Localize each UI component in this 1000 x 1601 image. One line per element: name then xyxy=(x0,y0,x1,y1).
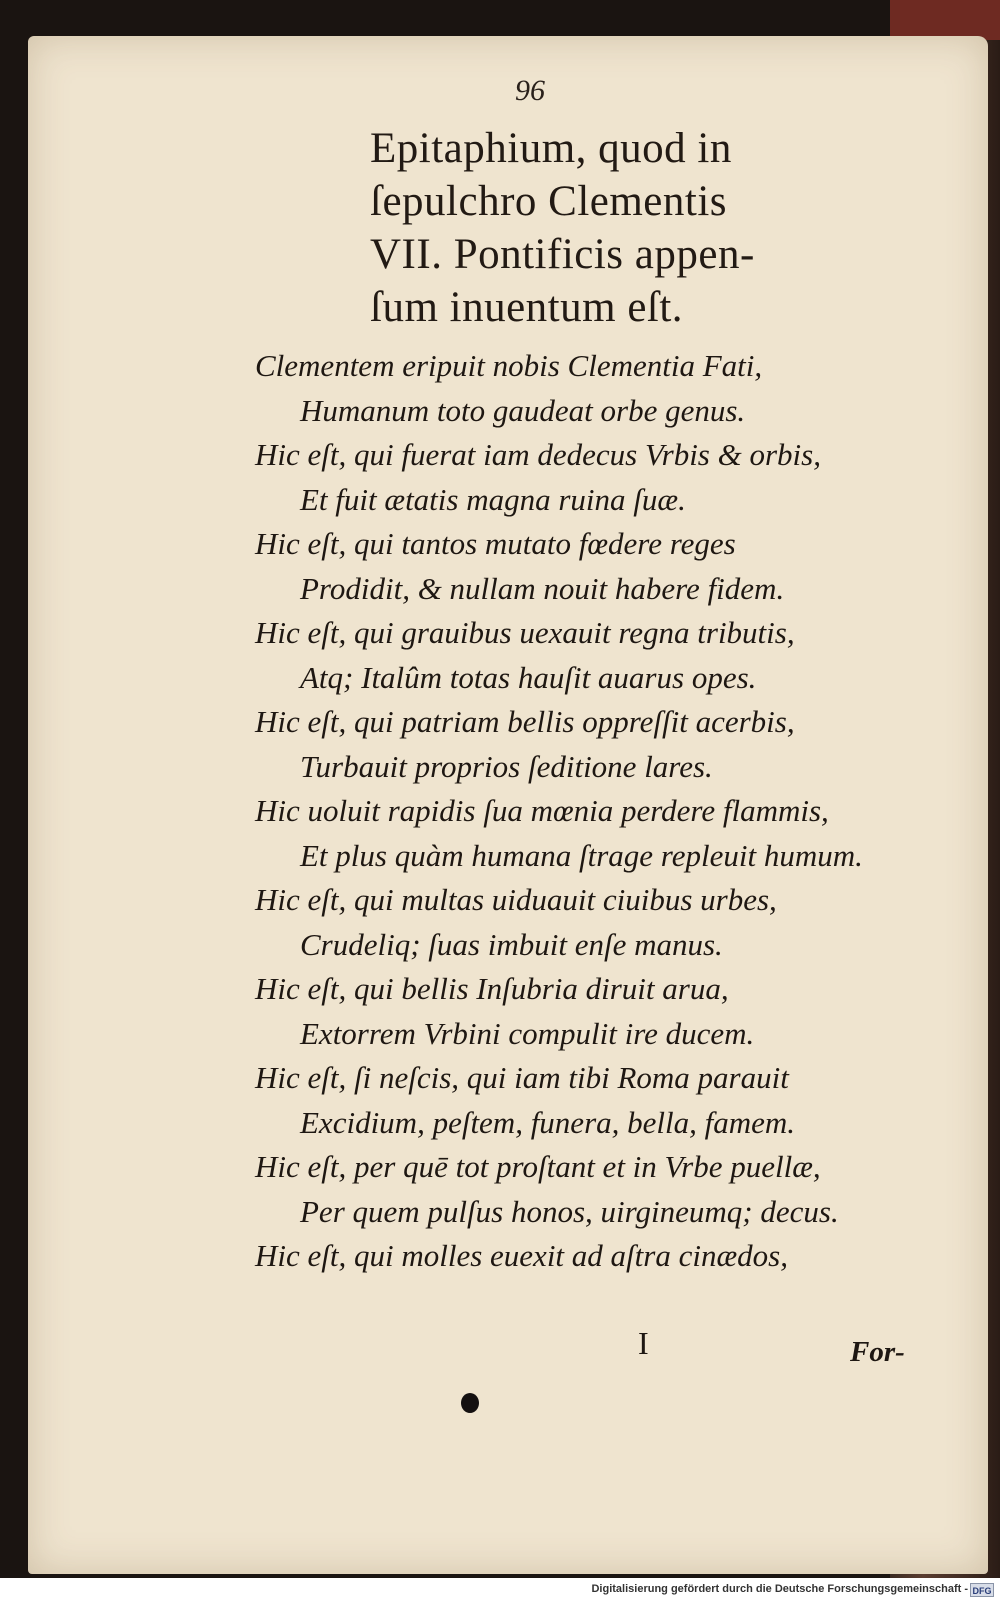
poem-line: Hic eſt, ſi neſcis, qui iam tibi Roma parauit xyxy=(255,1060,789,1095)
footer-bar xyxy=(0,1580,1000,1601)
poem-line: Excidium, peſtem, funera, bella, famem. xyxy=(300,1104,796,1140)
poem-line: Extorrem Vrbini compulit ire ducem. xyxy=(300,1015,755,1051)
signature-mark: I xyxy=(638,1325,649,1361)
poem-line: Hic eſt, qui grauibus uexauit regna tributis, xyxy=(255,615,795,650)
title-line: VII. Pontificis appen- xyxy=(370,231,755,278)
poem-line: Turbauit proprios ſeditione lares. xyxy=(300,748,713,784)
poem-line: Hic eſt, per quē tot proſtant et in Vrbe puellæ, xyxy=(255,1149,821,1184)
poem-line: Hic eſt, qui fuerat iam dedecus Vrbis & orbis, xyxy=(255,437,821,472)
poem-line: Prodidit, & nullam nouit habere fidem. xyxy=(300,570,785,606)
book-binding xyxy=(890,0,1000,40)
poem-line: Crudeliq; ſuas imbuit enſe manus. xyxy=(300,926,723,962)
digitization-credit: Digitalisierung gefördert durch die Deutsche Forschungsgemeinschaft - xyxy=(591,1583,968,1595)
poem-line: Et fuit ætatis magna ruina ſuæ. xyxy=(300,481,686,517)
poem-line: Per quem pulſus honos, uirgineumq; decus. xyxy=(300,1193,839,1229)
epitaph-title xyxy=(370,122,810,334)
ink-blot xyxy=(461,1393,479,1413)
page-number: 96 xyxy=(515,74,545,107)
title-line: Epitaphium, quod in xyxy=(370,125,732,172)
title-line: ſum inuentum eſt. xyxy=(370,284,684,331)
poem-line: Humanum toto gaudeat orbe genus. xyxy=(300,392,746,428)
title-line: ſepulchro Clementis xyxy=(370,178,728,225)
poem-line: Et plus quàm humana ſtrage repleuit humum. xyxy=(300,837,863,873)
poem-line: Hic eſt, qui multas uiduauit ciuibus urbes, xyxy=(255,882,777,917)
poem-line: Hic eſt, qui molles euexit ad aſtra cinædos, xyxy=(255,1238,788,1273)
dfg-logo: DFG xyxy=(970,1583,994,1597)
poem-line: Hic uoluit rapidis ſua mœnia perdere flammis, xyxy=(255,793,829,828)
poem-line: Clementem eripuit nobis Clementia Fati, xyxy=(255,348,763,383)
poem-line: Hic eſt, qui patriam bellis oppreſſit acerbis, xyxy=(255,704,795,739)
poem-line: Hic eſt, qui bellis Inſubria diruit arua, xyxy=(255,971,729,1006)
catchword: For- xyxy=(850,1336,905,1368)
poem-line: Atq; Italûm totas hauſit auarus opes. xyxy=(300,659,757,695)
poem-body xyxy=(255,344,945,1279)
poem-line: Hic eſt, qui tantos mutato fœdere reges xyxy=(255,526,736,561)
